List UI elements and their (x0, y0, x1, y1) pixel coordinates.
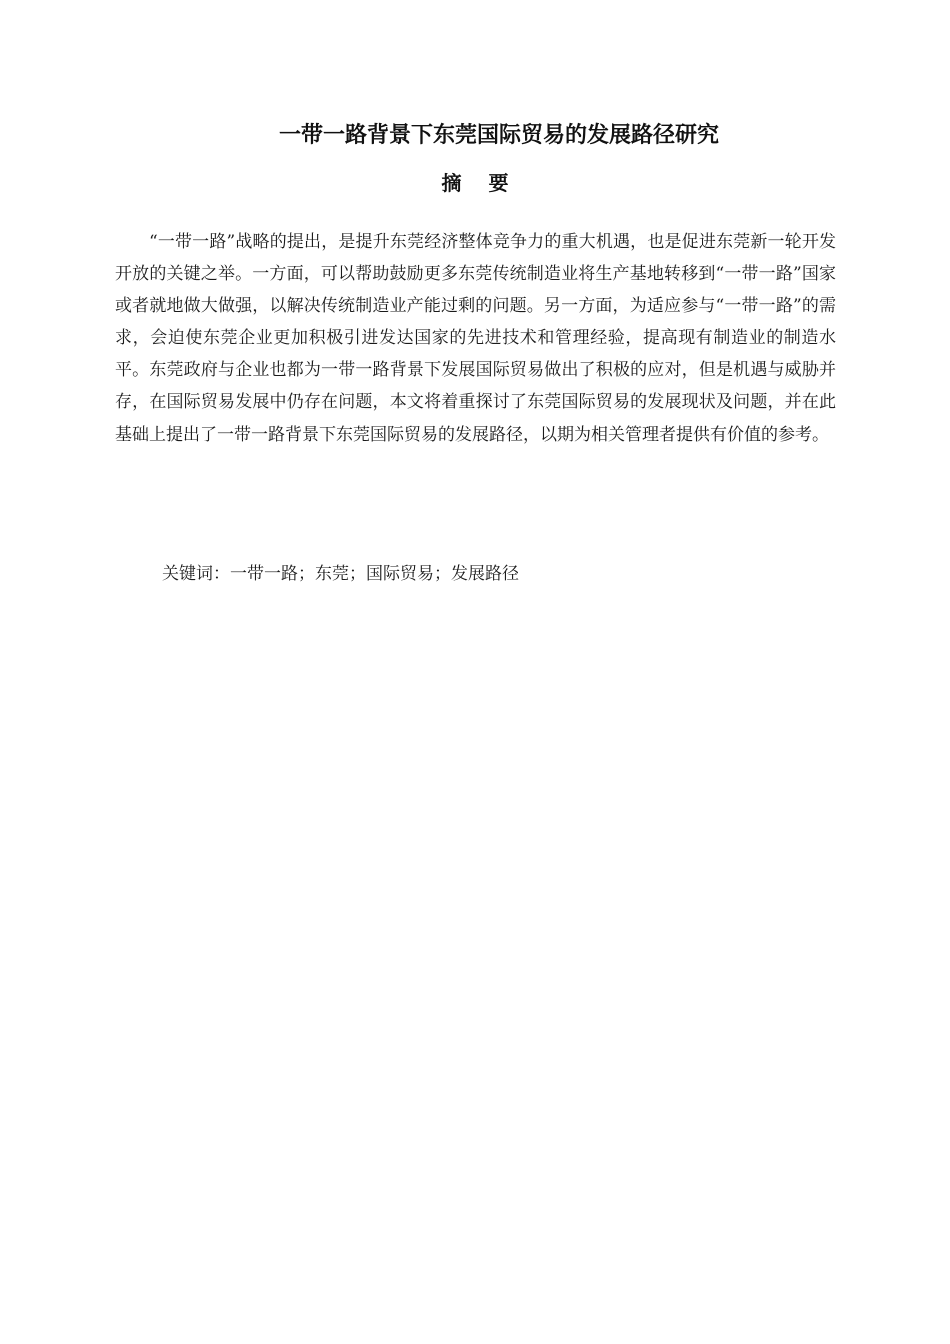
abstract-paragraph: “一带一路”战略的提出，是提升东莞经济整体竞争力的重大机遇，也是促进东莞新一轮开发开放的关键之举。一方面，可以帮助鼓励更多东莞传统制造业将生产基地转移到“一带一路”国家或者就地做大做强，以解决传统制造业产能过剩的问题。另一方面，为适应参与“一带一路”的需求，会迫使东莞企业更加积极引进发达国家的先进技术和管理经验，提高现有制造业的制造水平。东莞政府与企业也都为一带一路背景下发展国际贸易做出了积极的应对，但是机遇与威胁并存，在国际贸易发展中仍存在问题，本文将着重探讨了东莞国际贸易的发展现状及问题，并在此基础上提出了一带一路背景下东莞国际贸易的发展路径，以期为相关管理者提供有价值的参考。 (115, 232, 836, 445)
abstract-heading: 摘 要 (441, 171, 519, 195)
document-title: 一带一路背景下东莞国际贸易的发展路径研究 (278, 123, 719, 148)
keywords-line: 关键词：一带一路；东莞；国际贸易；发展路径 (162, 564, 519, 584)
